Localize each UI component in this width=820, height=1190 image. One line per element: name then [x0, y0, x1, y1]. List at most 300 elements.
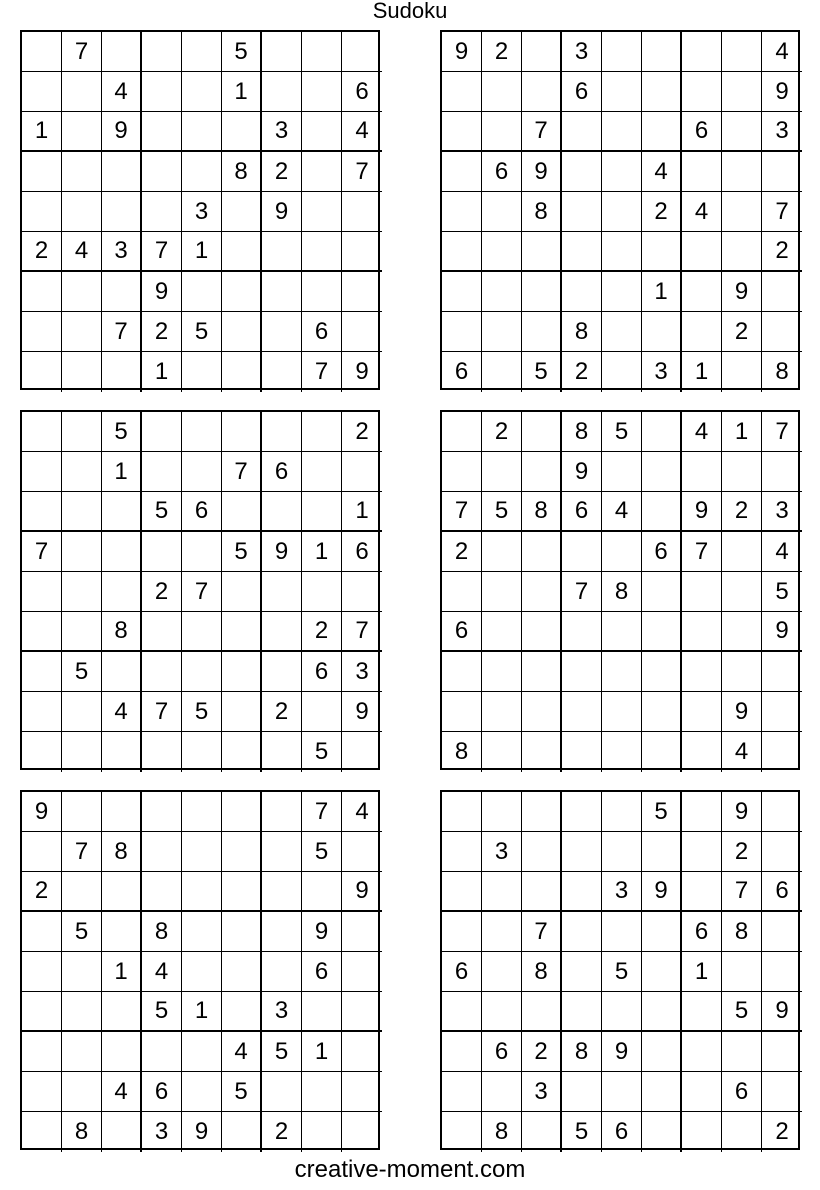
empty-cell[interactable]: [222, 112, 262, 152]
empty-cell[interactable]: [642, 1112, 682, 1152]
empty-cell[interactable]: [22, 612, 62, 652]
empty-cell[interactable]: [522, 452, 562, 492]
empty-cell[interactable]: [442, 1032, 482, 1072]
empty-cell[interactable]: [482, 312, 522, 352]
empty-cell[interactable]: [522, 312, 562, 352]
empty-cell[interactable]: [182, 1072, 222, 1112]
empty-cell[interactable]: [182, 152, 222, 192]
empty-cell[interactable]: [522, 872, 562, 912]
empty-cell[interactable]: [482, 992, 522, 1032]
empty-cell[interactable]: [222, 692, 262, 732]
empty-cell[interactable]: [562, 272, 602, 312]
empty-cell[interactable]: [722, 652, 762, 692]
empty-cell[interactable]: [442, 692, 482, 732]
empty-cell[interactable]: [482, 232, 522, 272]
empty-cell[interactable]: [642, 492, 682, 532]
empty-cell[interactable]: [522, 412, 562, 452]
empty-cell[interactable]: [482, 872, 522, 912]
empty-cell[interactable]: [482, 732, 522, 772]
empty-cell[interactable]: [442, 832, 482, 872]
empty-cell[interactable]: [22, 272, 62, 312]
empty-cell[interactable]: [722, 72, 762, 112]
empty-cell[interactable]: [722, 1112, 762, 1152]
empty-cell[interactable]: [62, 72, 102, 112]
empty-cell[interactable]: [482, 652, 522, 692]
empty-cell[interactable]: [562, 232, 602, 272]
empty-cell[interactable]: [222, 572, 262, 612]
empty-cell[interactable]: [682, 612, 722, 652]
empty-cell[interactable]: [762, 272, 802, 312]
empty-cell[interactable]: [602, 692, 642, 732]
empty-cell[interactable]: [682, 872, 722, 912]
empty-cell[interactable]: [222, 492, 262, 532]
empty-cell[interactable]: [342, 1032, 382, 1072]
empty-cell[interactable]: [302, 192, 342, 232]
empty-cell[interactable]: [682, 452, 722, 492]
empty-cell[interactable]: [442, 112, 482, 152]
empty-cell[interactable]: [642, 912, 682, 952]
empty-cell[interactable]: [482, 952, 522, 992]
empty-cell[interactable]: [262, 272, 302, 312]
empty-cell[interactable]: [22, 692, 62, 732]
empty-cell[interactable]: [342, 232, 382, 272]
empty-cell[interactable]: [262, 612, 302, 652]
empty-cell[interactable]: [142, 652, 182, 692]
empty-cell[interactable]: [602, 72, 642, 112]
empty-cell[interactable]: [762, 832, 802, 872]
empty-cell[interactable]: [562, 192, 602, 232]
empty-cell[interactable]: [142, 832, 182, 872]
empty-cell[interactable]: [482, 792, 522, 832]
empty-cell[interactable]: [762, 152, 802, 192]
empty-cell[interactable]: [142, 412, 182, 452]
empty-cell[interactable]: [222, 312, 262, 352]
empty-cell[interactable]: [682, 312, 722, 352]
empty-cell[interactable]: [302, 152, 342, 192]
empty-cell[interactable]: [222, 992, 262, 1032]
empty-cell[interactable]: [682, 1072, 722, 1112]
empty-cell[interactable]: [522, 992, 562, 1032]
empty-cell[interactable]: [62, 732, 102, 772]
empty-cell[interactable]: [342, 1112, 382, 1152]
empty-cell[interactable]: [722, 152, 762, 192]
empty-cell[interactable]: [62, 312, 102, 352]
empty-cell[interactable]: [522, 732, 562, 772]
empty-cell[interactable]: [342, 992, 382, 1032]
empty-cell[interactable]: [442, 272, 482, 312]
empty-cell[interactable]: [442, 452, 482, 492]
empty-cell[interactable]: [342, 192, 382, 232]
empty-cell[interactable]: [22, 492, 62, 532]
empty-cell[interactable]: [222, 952, 262, 992]
empty-cell[interactable]: [522, 572, 562, 612]
empty-cell[interactable]: [342, 272, 382, 312]
empty-cell[interactable]: [562, 652, 602, 692]
empty-cell[interactable]: [522, 1112, 562, 1152]
empty-cell[interactable]: [302, 992, 342, 1032]
empty-cell[interactable]: [682, 652, 722, 692]
empty-cell[interactable]: [142, 792, 182, 832]
empty-cell[interactable]: [102, 272, 142, 312]
empty-cell[interactable]: [722, 952, 762, 992]
empty-cell[interactable]: [262, 572, 302, 612]
empty-cell[interactable]: [302, 412, 342, 452]
empty-cell[interactable]: [262, 492, 302, 532]
empty-cell[interactable]: [62, 612, 102, 652]
empty-cell[interactable]: [62, 1032, 102, 1072]
empty-cell[interactable]: [142, 732, 182, 772]
empty-cell[interactable]: [642, 612, 682, 652]
empty-cell[interactable]: [222, 832, 262, 872]
empty-cell[interactable]: [642, 1032, 682, 1072]
empty-cell[interactable]: [682, 1112, 722, 1152]
empty-cell[interactable]: [682, 832, 722, 872]
empty-cell[interactable]: [302, 112, 342, 152]
empty-cell[interactable]: [482, 112, 522, 152]
empty-cell[interactable]: [262, 312, 302, 352]
empty-cell[interactable]: [762, 952, 802, 992]
empty-cell[interactable]: [722, 532, 762, 572]
empty-cell[interactable]: [62, 492, 102, 532]
empty-cell[interactable]: [602, 992, 642, 1032]
empty-cell[interactable]: [762, 732, 802, 772]
empty-cell[interactable]: [182, 792, 222, 832]
empty-cell[interactable]: [562, 832, 602, 872]
empty-cell[interactable]: [302, 32, 342, 72]
empty-cell[interactable]: [722, 232, 762, 272]
empty-cell[interactable]: [522, 32, 562, 72]
empty-cell[interactable]: [682, 232, 722, 272]
empty-cell[interactable]: [262, 732, 302, 772]
empty-cell[interactable]: [262, 832, 302, 872]
empty-cell[interactable]: [142, 192, 182, 232]
empty-cell[interactable]: [102, 492, 142, 532]
empty-cell[interactable]: [262, 792, 302, 832]
empty-cell[interactable]: [522, 532, 562, 572]
empty-cell[interactable]: [602, 272, 642, 312]
empty-cell[interactable]: [302, 232, 342, 272]
empty-cell[interactable]: [762, 692, 802, 732]
empty-cell[interactable]: [522, 792, 562, 832]
empty-cell[interactable]: [102, 732, 142, 772]
empty-cell[interactable]: [22, 32, 62, 72]
empty-cell[interactable]: [222, 732, 262, 772]
empty-cell[interactable]: [562, 872, 602, 912]
empty-cell[interactable]: [642, 72, 682, 112]
empty-cell[interactable]: [102, 352, 142, 392]
empty-cell[interactable]: [302, 1112, 342, 1152]
empty-cell[interactable]: [62, 872, 102, 912]
empty-cell[interactable]: [22, 912, 62, 952]
empty-cell[interactable]: [182, 612, 222, 652]
empty-cell[interactable]: [762, 452, 802, 492]
empty-cell[interactable]: [722, 572, 762, 612]
empty-cell[interactable]: [442, 572, 482, 612]
empty-cell[interactable]: [342, 1072, 382, 1112]
empty-cell[interactable]: [22, 152, 62, 192]
empty-cell[interactable]: [22, 412, 62, 452]
empty-cell[interactable]: [302, 692, 342, 732]
empty-cell[interactable]: [62, 452, 102, 492]
empty-cell[interactable]: [102, 192, 142, 232]
empty-cell[interactable]: [262, 72, 302, 112]
empty-cell[interactable]: [182, 952, 222, 992]
empty-cell[interactable]: [262, 352, 302, 392]
empty-cell[interactable]: [102, 1032, 142, 1072]
empty-cell[interactable]: [482, 272, 522, 312]
empty-cell[interactable]: [302, 1072, 342, 1112]
empty-cell[interactable]: [682, 32, 722, 72]
empty-cell[interactable]: [442, 652, 482, 692]
empty-cell[interactable]: [682, 692, 722, 732]
empty-cell[interactable]: [62, 792, 102, 832]
empty-cell[interactable]: [682, 272, 722, 312]
empty-cell[interactable]: [302, 272, 342, 312]
empty-cell[interactable]: [182, 652, 222, 692]
empty-cell[interactable]: [442, 312, 482, 352]
empty-cell[interactable]: [482, 532, 522, 572]
empty-cell[interactable]: [222, 792, 262, 832]
empty-cell[interactable]: [682, 72, 722, 112]
empty-cell[interactable]: [22, 452, 62, 492]
empty-cell[interactable]: [182, 912, 222, 952]
empty-cell[interactable]: [522, 612, 562, 652]
empty-cell[interactable]: [442, 412, 482, 452]
empty-cell[interactable]: [142, 152, 182, 192]
empty-cell[interactable]: [342, 912, 382, 952]
empty-cell[interactable]: [22, 992, 62, 1032]
empty-cell[interactable]: [342, 732, 382, 772]
empty-cell[interactable]: [522, 832, 562, 872]
empty-cell[interactable]: [22, 1072, 62, 1112]
empty-cell[interactable]: [342, 572, 382, 612]
empty-cell[interactable]: [22, 312, 62, 352]
empty-cell[interactable]: [482, 1072, 522, 1112]
empty-cell[interactable]: [62, 1072, 102, 1112]
empty-cell[interactable]: [442, 792, 482, 832]
empty-cell[interactable]: [562, 112, 602, 152]
empty-cell[interactable]: [602, 912, 642, 952]
empty-cell[interactable]: [142, 452, 182, 492]
empty-cell[interactable]: [102, 152, 142, 192]
empty-cell[interactable]: [722, 612, 762, 652]
empty-cell[interactable]: [182, 412, 222, 452]
empty-cell[interactable]: [522, 232, 562, 272]
empty-cell[interactable]: [62, 692, 102, 732]
empty-cell[interactable]: [642, 992, 682, 1032]
empty-cell[interactable]: [642, 312, 682, 352]
empty-cell[interactable]: [442, 192, 482, 232]
empty-cell[interactable]: [682, 732, 722, 772]
empty-cell[interactable]: [682, 992, 722, 1032]
empty-cell[interactable]: [762, 652, 802, 692]
empty-cell[interactable]: [142, 112, 182, 152]
empty-cell[interactable]: [642, 952, 682, 992]
empty-cell[interactable]: [142, 532, 182, 572]
empty-cell[interactable]: [22, 352, 62, 392]
empty-cell[interactable]: [682, 152, 722, 192]
empty-cell[interactable]: [722, 32, 762, 72]
empty-cell[interactable]: [182, 832, 222, 872]
empty-cell[interactable]: [562, 532, 602, 572]
empty-cell[interactable]: [562, 152, 602, 192]
empty-cell[interactable]: [442, 912, 482, 952]
empty-cell[interactable]: [442, 232, 482, 272]
empty-cell[interactable]: [142, 612, 182, 652]
empty-cell[interactable]: [222, 272, 262, 312]
empty-cell[interactable]: [262, 412, 302, 452]
empty-cell[interactable]: [302, 72, 342, 112]
empty-cell[interactable]: [102, 532, 142, 572]
empty-cell[interactable]: [342, 952, 382, 992]
empty-cell[interactable]: [102, 872, 142, 912]
empty-cell[interactable]: [722, 112, 762, 152]
empty-cell[interactable]: [602, 312, 642, 352]
empty-cell[interactable]: [142, 32, 182, 72]
empty-cell[interactable]: [642, 32, 682, 72]
empty-cell[interactable]: [602, 452, 642, 492]
empty-cell[interactable]: [62, 272, 102, 312]
empty-cell[interactable]: [182, 532, 222, 572]
empty-cell[interactable]: [722, 192, 762, 232]
empty-cell[interactable]: [602, 1072, 642, 1112]
empty-cell[interactable]: [142, 872, 182, 912]
empty-cell[interactable]: [62, 192, 102, 232]
empty-cell[interactable]: [62, 572, 102, 612]
empty-cell[interactable]: [62, 412, 102, 452]
empty-cell[interactable]: [182, 72, 222, 112]
empty-cell[interactable]: [62, 952, 102, 992]
empty-cell[interactable]: [602, 232, 642, 272]
empty-cell[interactable]: [262, 32, 302, 72]
empty-cell[interactable]: [442, 872, 482, 912]
empty-cell[interactable]: [722, 452, 762, 492]
empty-cell[interactable]: [682, 792, 722, 832]
empty-cell[interactable]: [22, 832, 62, 872]
empty-cell[interactable]: [302, 452, 342, 492]
empty-cell[interactable]: [302, 492, 342, 532]
empty-cell[interactable]: [602, 112, 642, 152]
empty-cell[interactable]: [22, 192, 62, 232]
empty-cell[interactable]: [302, 872, 342, 912]
empty-cell[interactable]: [182, 732, 222, 772]
empty-cell[interactable]: [562, 732, 602, 772]
empty-cell[interactable]: [522, 272, 562, 312]
empty-cell[interactable]: [642, 112, 682, 152]
empty-cell[interactable]: [642, 572, 682, 612]
empty-cell[interactable]: [482, 912, 522, 952]
empty-cell[interactable]: [602, 792, 642, 832]
empty-cell[interactable]: [642, 832, 682, 872]
empty-cell[interactable]: [442, 152, 482, 192]
empty-cell[interactable]: [22, 652, 62, 692]
empty-cell[interactable]: [522, 652, 562, 692]
empty-cell[interactable]: [182, 452, 222, 492]
empty-cell[interactable]: [62, 112, 102, 152]
empty-cell[interactable]: [262, 652, 302, 692]
empty-cell[interactable]: [562, 992, 602, 1032]
empty-cell[interactable]: [62, 992, 102, 1032]
empty-cell[interactable]: [142, 1032, 182, 1072]
empty-cell[interactable]: [222, 612, 262, 652]
empty-cell[interactable]: [182, 272, 222, 312]
empty-cell[interactable]: [62, 532, 102, 572]
empty-cell[interactable]: [182, 352, 222, 392]
empty-cell[interactable]: [482, 572, 522, 612]
empty-cell[interactable]: [342, 312, 382, 352]
empty-cell[interactable]: [102, 792, 142, 832]
empty-cell[interactable]: [342, 452, 382, 492]
empty-cell[interactable]: [222, 352, 262, 392]
empty-cell[interactable]: [482, 692, 522, 732]
empty-cell[interactable]: [682, 572, 722, 612]
empty-cell[interactable]: [102, 1112, 142, 1152]
empty-cell[interactable]: [222, 1112, 262, 1152]
empty-cell[interactable]: [562, 612, 602, 652]
empty-cell[interactable]: [22, 952, 62, 992]
empty-cell[interactable]: [342, 832, 382, 872]
empty-cell[interactable]: [562, 1072, 602, 1112]
empty-cell[interactable]: [182, 32, 222, 72]
empty-cell[interactable]: [482, 612, 522, 652]
empty-cell[interactable]: [722, 352, 762, 392]
empty-cell[interactable]: [62, 152, 102, 192]
empty-cell[interactable]: [602, 532, 642, 572]
empty-cell[interactable]: [262, 1072, 302, 1112]
empty-cell[interactable]: [102, 652, 142, 692]
empty-cell[interactable]: [442, 72, 482, 112]
empty-cell[interactable]: [602, 352, 642, 392]
empty-cell[interactable]: [642, 452, 682, 492]
empty-cell[interactable]: [722, 1032, 762, 1072]
empty-cell[interactable]: [642, 1072, 682, 1112]
empty-cell[interactable]: [102, 572, 142, 612]
empty-cell[interactable]: [562, 952, 602, 992]
empty-cell[interactable]: [262, 872, 302, 912]
empty-cell[interactable]: [602, 652, 642, 692]
empty-cell[interactable]: [762, 312, 802, 352]
empty-cell[interactable]: [642, 732, 682, 772]
empty-cell[interactable]: [262, 232, 302, 272]
empty-cell[interactable]: [642, 412, 682, 452]
empty-cell[interactable]: [22, 732, 62, 772]
empty-cell[interactable]: [22, 572, 62, 612]
empty-cell[interactable]: [142, 72, 182, 112]
empty-cell[interactable]: [442, 1112, 482, 1152]
empty-cell[interactable]: [482, 72, 522, 112]
empty-cell[interactable]: [522, 692, 562, 732]
empty-cell[interactable]: [222, 872, 262, 912]
empty-cell[interactable]: [482, 452, 522, 492]
empty-cell[interactable]: [522, 72, 562, 112]
empty-cell[interactable]: [642, 652, 682, 692]
empty-cell[interactable]: [762, 792, 802, 832]
empty-cell[interactable]: [222, 192, 262, 232]
empty-cell[interactable]: [182, 1032, 222, 1072]
empty-cell[interactable]: [562, 692, 602, 732]
empty-cell[interactable]: [102, 912, 142, 952]
empty-cell[interactable]: [602, 832, 642, 872]
empty-cell[interactable]: [22, 1112, 62, 1152]
empty-cell[interactable]: [62, 352, 102, 392]
empty-cell[interactable]: [602, 612, 642, 652]
empty-cell[interactable]: [222, 232, 262, 272]
empty-cell[interactable]: [182, 112, 222, 152]
empty-cell[interactable]: [22, 72, 62, 112]
empty-cell[interactable]: [262, 912, 302, 952]
empty-cell[interactable]: [302, 572, 342, 612]
empty-cell[interactable]: [222, 912, 262, 952]
